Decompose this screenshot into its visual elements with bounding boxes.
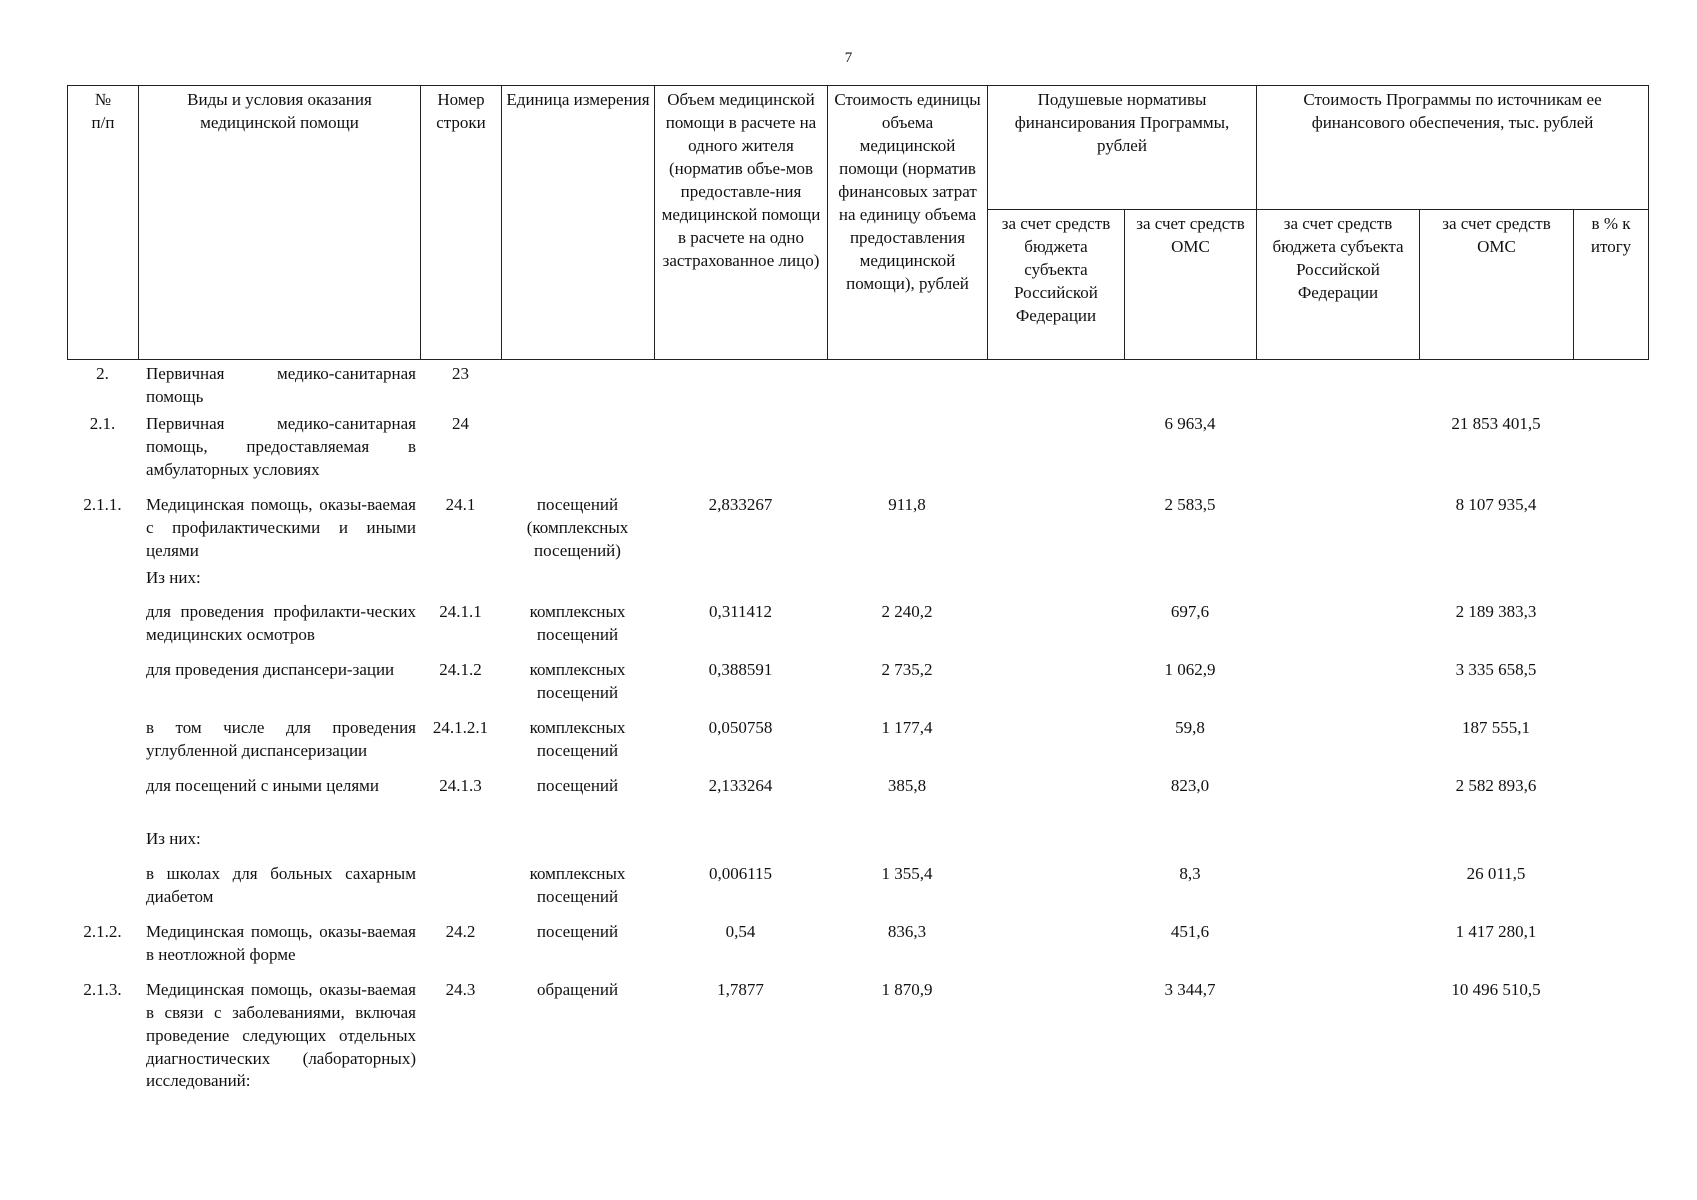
- row-unit: посещений (комплексных посещений): [526, 494, 629, 560]
- row-code: [420, 828, 501, 863]
- row-cost: 1 870,9: [881, 979, 933, 999]
- header-program-percent: в % к итогу: [1574, 210, 1649, 360]
- table-row: [67, 828, 1648, 863]
- row-percap-oms: 2 583,5: [1164, 494, 1216, 514]
- row-number: [67, 717, 138, 775]
- row-name: Первичная медико-санитарная помощь, предоставляемая в амбулаторных условиях: [146, 413, 416, 479]
- row-number: [67, 828, 138, 863]
- row-unit: обращений: [536, 979, 619, 999]
- row-percap-oms: 823,0: [1170, 776, 1210, 796]
- row-prog-budget: [1256, 828, 1419, 863]
- row-unit: комплексных посещений: [529, 863, 626, 906]
- row-prog-budget: [1256, 717, 1419, 775]
- row-pct: [1573, 363, 1648, 413]
- row-percap-oms: [1124, 567, 1256, 602]
- header-row-number: Номер строки: [421, 86, 502, 360]
- row-percap-budget: [987, 363, 1124, 413]
- row-number: [67, 863, 138, 921]
- row-prog-budget: [1256, 775, 1419, 828]
- row-prog-oms: 8 107 935,4: [1455, 494, 1537, 514]
- row-unit: [501, 828, 654, 863]
- row-prog-oms: 2 582 893,6: [1455, 776, 1537, 796]
- row-name: Медицинская помощь, оказы-ваемая в связи с заболеваниями, включая проведение следующих отдельных диагностических (лабораторных) исследований:: [146, 979, 416, 1091]
- row-percap-oms: 697,6: [1170, 602, 1210, 622]
- row-unit: комплексных посещений: [529, 660, 626, 703]
- table-row: [67, 659, 1648, 717]
- row-number: [67, 567, 138, 602]
- row-prog-budget: [1256, 601, 1419, 659]
- row-name: для посещений с иными целями: [146, 776, 380, 796]
- row-pct: [1573, 717, 1648, 775]
- header-per-capita-oms: за счет средств ОМС: [1125, 210, 1257, 360]
- row-percap-oms: 451,6: [1170, 921, 1210, 941]
- table-row: [67, 413, 1648, 494]
- row-percap-budget: [987, 659, 1124, 717]
- row-pct: [1573, 601, 1648, 659]
- header-unit: Единица измерения: [502, 86, 655, 360]
- row-prog-budget: [1256, 494, 1419, 567]
- row-volume: 0,388591: [708, 660, 773, 680]
- row-volume: [654, 828, 827, 863]
- row-prog-oms: 1 417 280,1: [1455, 921, 1537, 941]
- row-name: Из них:: [146, 567, 201, 587]
- row-name: Медицинская помощь, оказы-ваемая с профилактическими и иными целями: [146, 494, 416, 560]
- row-unit: [501, 363, 654, 413]
- row-cost: 1 177,4: [881, 718, 933, 738]
- row-pct: [1573, 494, 1648, 567]
- row-pct: [1573, 413, 1648, 494]
- row-code: 24.1.1: [439, 602, 482, 622]
- row-code: 24.3: [445, 979, 476, 999]
- row-prog-budget: [1256, 567, 1419, 602]
- row-percap-oms: 8,3: [1179, 863, 1201, 883]
- row-name: в том числе для проведения углубленной диспансеризации: [146, 718, 416, 761]
- row-prog-budget: [1256, 921, 1419, 979]
- header-program-cost: Стоимость Программы по источникам ее финансового обеспечения, тыс. рублей: [1257, 86, 1649, 210]
- row-percap-budget: [987, 863, 1124, 921]
- row-cost: 911,8: [888, 494, 926, 514]
- table-row: [67, 921, 1648, 979]
- row-volume: [654, 567, 827, 602]
- row-percap-budget: [987, 413, 1124, 494]
- row-number: [67, 659, 138, 717]
- header-per-capita-budget: за счет средств бюджета субъекта Российской Федерации: [988, 210, 1125, 360]
- row-prog-oms: 3 335 658,5: [1455, 660, 1537, 680]
- row-number: 2.1.: [89, 413, 116, 433]
- row-prog-oms: 2 189 383,3: [1455, 602, 1537, 622]
- row-volume: [654, 413, 827, 494]
- row-unit: комплексных посещений: [529, 718, 626, 761]
- header-volume: Объем медицинской помощи в расчете на одного жителя (норматив объе-мов предоставле-ния медицинской помощи в расчете на одно застрахованное лицо): [655, 86, 828, 360]
- row-unit: посещений: [536, 921, 619, 941]
- header-per-capita: Подушевые нормативы финансирования Программы, рублей: [988, 86, 1257, 210]
- header-kind: Виды и условия оказания медицинской помощи: [139, 86, 421, 360]
- row-code: 24.1.2: [439, 660, 482, 680]
- row-percap-oms: [1124, 363, 1256, 413]
- page-number: 7: [844, 50, 853, 66]
- row-name: в школах для больных сахарным диабетом: [146, 863, 416, 906]
- table-body: [67, 363, 1648, 1105]
- row-percap-oms: 1 062,9: [1164, 660, 1216, 680]
- table-row: [67, 601, 1648, 659]
- row-percap-oms: 59,8: [1175, 718, 1205, 738]
- row-percap-budget: [987, 828, 1124, 863]
- row-code: [420, 863, 501, 921]
- row-prog-budget: [1256, 863, 1419, 921]
- row-name: Медицинская помощь, оказы-ваемая в неотложной форме: [146, 921, 416, 964]
- row-cost: 385,8: [887, 776, 927, 796]
- table-row: [67, 567, 1648, 602]
- row-number: 2.1.3.: [83, 979, 122, 999]
- row-pct: [1573, 979, 1648, 1106]
- row-code: [420, 567, 501, 602]
- table-row: [67, 979, 1648, 1106]
- row-percap-oms: [1124, 828, 1256, 863]
- row-percap-budget: [987, 601, 1124, 659]
- row-percap-budget: [987, 775, 1124, 828]
- header-program-oms: за счет средств ОМС: [1420, 210, 1574, 360]
- row-prog-budget: [1256, 363, 1419, 413]
- row-pct: [1573, 659, 1648, 717]
- row-prog-budget: [1256, 979, 1419, 1106]
- row-number: 2.1.1.: [83, 494, 122, 514]
- row-name: Из них:: [146, 829, 201, 848]
- row-number: 2.1.2.: [83, 921, 122, 941]
- row-volume: 0,050758: [708, 718, 773, 738]
- row-code: 24.1: [445, 494, 476, 514]
- row-prog-oms: [1419, 363, 1573, 413]
- row-name: Первичная медико-санитарная помощь: [146, 364, 416, 406]
- row-percap-budget: [987, 494, 1124, 567]
- header-num: № п/п: [68, 86, 139, 360]
- row-pct: [1573, 567, 1648, 602]
- row-code: 24: [452, 413, 469, 433]
- table-row: [67, 363, 1648, 413]
- row-prog-budget: [1256, 659, 1419, 717]
- row-prog-oms: [1419, 567, 1573, 602]
- row-unit: комплексных посещений: [529, 602, 626, 645]
- row-cost: [827, 567, 987, 602]
- table-row: [67, 863, 1648, 921]
- row-cost: 2 735,2: [881, 660, 933, 680]
- row-percap-budget: [987, 567, 1124, 602]
- row-cost: 836,3: [887, 921, 927, 941]
- row-unit: [501, 567, 654, 602]
- row-code: 24.1.3: [439, 776, 482, 796]
- header-program-budget: за счет средств бюджета субъекта Российской Федерации: [1257, 210, 1420, 360]
- row-volume: 2,133264: [708, 776, 773, 796]
- row-pct: [1573, 921, 1648, 979]
- header-cost: Стоимость единицы объема медицинской помощи (норматив финансовых затрат на единицу объема предоставления медицинской помощи), рублей: [828, 86, 988, 360]
- row-percap-budget: [987, 717, 1124, 775]
- row-cost: [827, 363, 987, 413]
- row-number: 2.: [96, 364, 109, 383]
- row-prog-oms: 26 011,5: [1466, 863, 1526, 883]
- row-name: для проведения диспансери-зации: [146, 660, 395, 680]
- row-code: 24.1.2.1: [432, 718, 489, 738]
- row-prog-oms: 10 496 510,5: [1451, 979, 1541, 999]
- row-volume: 0,54: [725, 921, 756, 941]
- row-unit: посещений: [536, 776, 619, 796]
- table-row: [67, 494, 1648, 567]
- row-volume: [654, 363, 827, 413]
- row-percap-oms: 6 963,4: [1164, 413, 1216, 433]
- row-prog-oms: 21 853 401,5: [1451, 413, 1541, 433]
- row-pct: [1573, 775, 1648, 828]
- row-cost: [827, 828, 987, 863]
- row-prog-oms: 187 555,1: [1462, 718, 1530, 738]
- row-percap-budget: [987, 979, 1124, 1106]
- row-number: [67, 601, 138, 659]
- row-cost: 2 240,2: [881, 602, 933, 622]
- row-volume: 1,7877: [717, 979, 764, 999]
- row-code: 23: [452, 364, 469, 383]
- row-code: 24.2: [445, 921, 476, 941]
- row-pct: [1573, 828, 1648, 863]
- row-pct: [1573, 863, 1648, 921]
- row-percap-oms: 3 344,7: [1164, 979, 1216, 999]
- row-name: для проведения профилакти-ческих медицинских осмотров: [146, 602, 416, 645]
- table-row: [67, 717, 1648, 775]
- row-volume: 2,833267: [708, 494, 773, 514]
- row-cost: 1 355,4: [881, 863, 933, 883]
- row-prog-oms: [1419, 828, 1573, 863]
- row-percap-budget: [987, 921, 1124, 979]
- row-cost: [827, 413, 987, 494]
- row-volume: 0,006115: [708, 863, 773, 883]
- row-unit: [501, 413, 654, 494]
- table-row: [67, 775, 1648, 828]
- table-header: [67, 85, 1649, 360]
- row-volume: 0,311412: [708, 602, 773, 622]
- row-prog-budget: [1256, 413, 1419, 494]
- row-number: [67, 775, 138, 828]
